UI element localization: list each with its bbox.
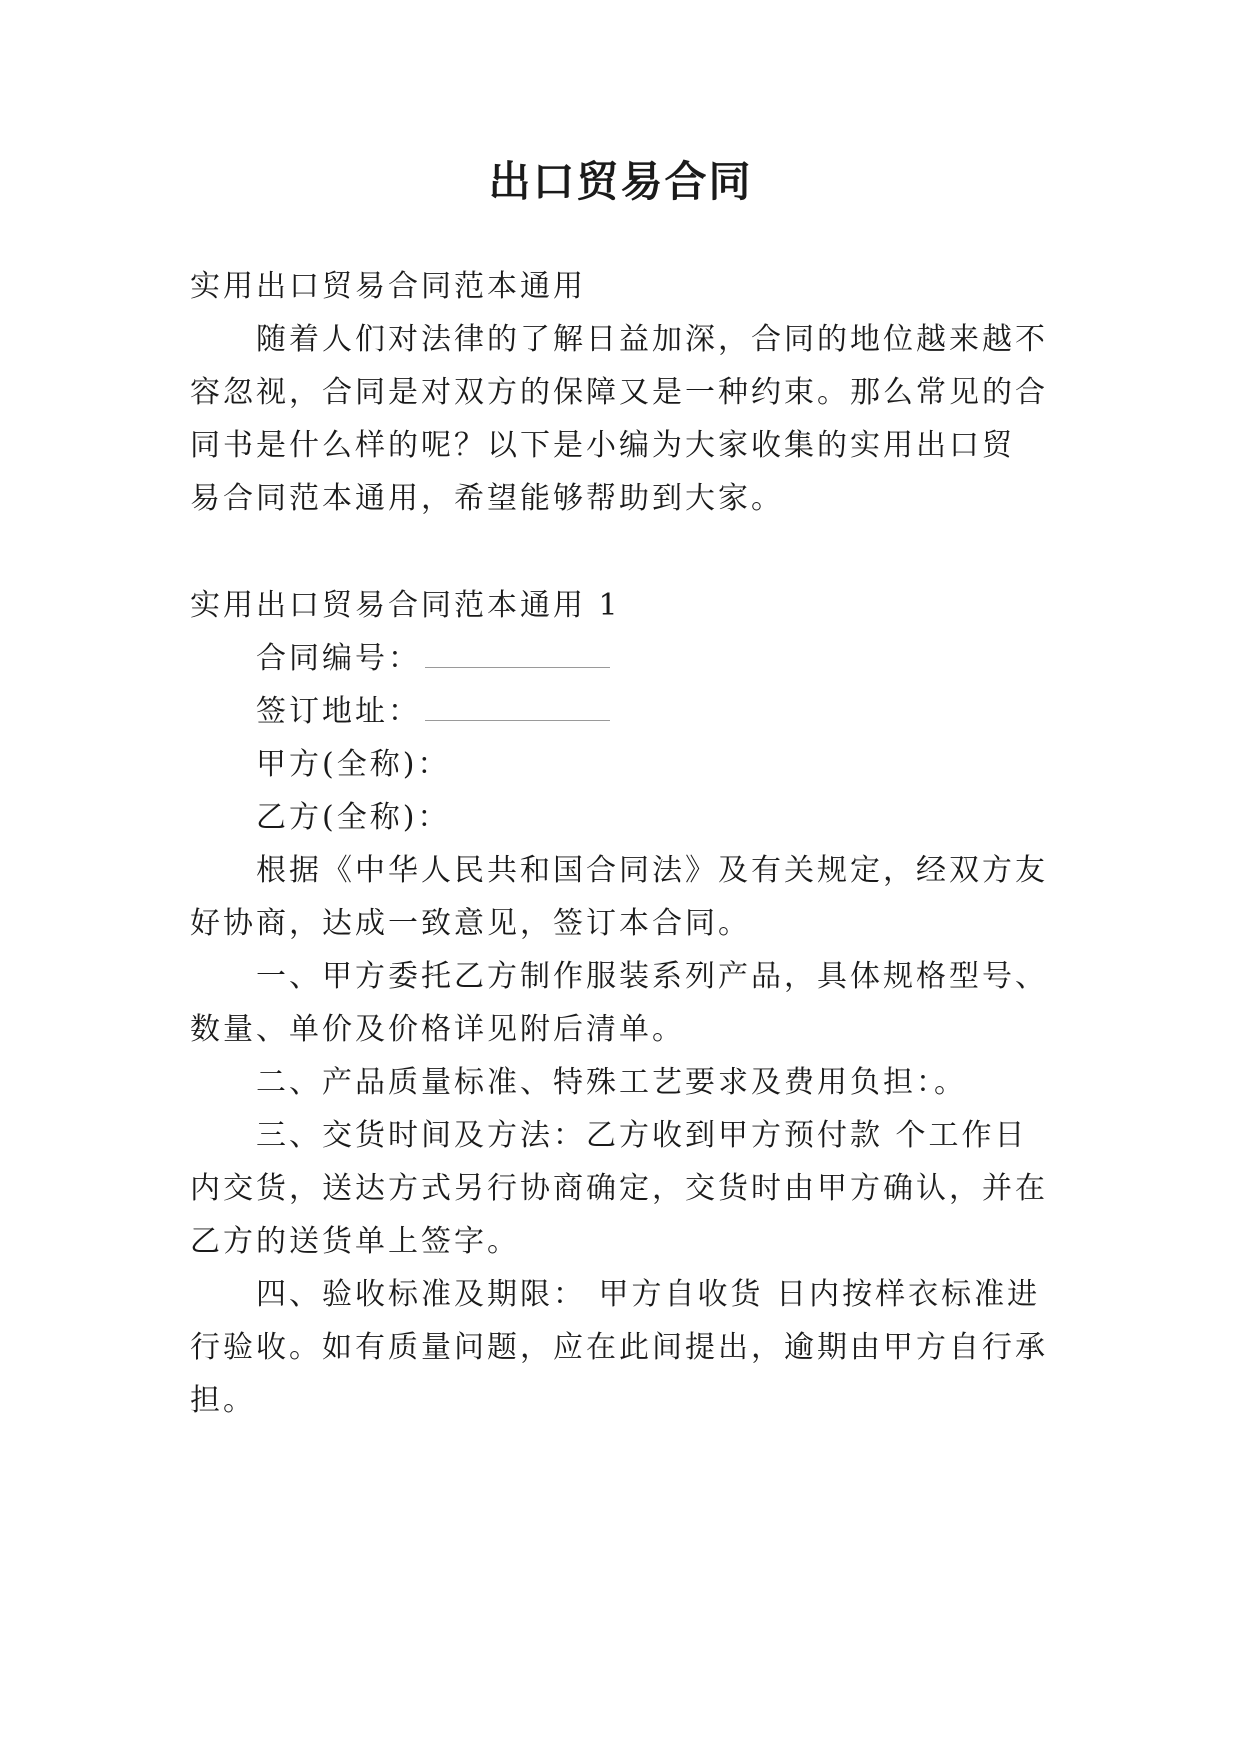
contract-no-row [256,637,610,681]
body-line-3: 一、甲方委托乙方制作服装系列产品，具体规格型号、 [256,959,1048,994]
body-line-6: 三、交货时间及方法：乙方收到甲方预付款 个工作日 [256,1118,1028,1153]
contract-no-blank [425,643,610,668]
intro-line-4: 易合同范本通用，希望能够帮助到大家。 [190,481,784,516]
body-line-9: 四、验收标准及期限： 甲方自收货 日内按样衣标准进 [256,1277,1041,1312]
contract-no-label: 合同编号： [256,641,421,676]
body-line-1: 根据《中华人民共和国合同法》及有关规定，经双方友 [256,853,1048,888]
body-line-8: 乙方的送货单上签字。 [190,1224,520,1259]
intro-heading: 实用出口贸易合同范本通用 [190,269,586,304]
intro-line-2: 容忽视，合同是对双方的保障又是一种约束。那么常见的合 [190,375,1048,410]
body-line-10: 行验收。如有质量问题，应在此间提出，逾期由甲方自行承 [190,1330,1048,1365]
intro-line-3: 同书是什么样的呢？以下是小编为大家收集的实用出口贸 [190,428,1015,463]
sign-place-blank [425,696,610,721]
body-line-5: 二、产品质量标准、特殊工艺要求及费用负担：。 [256,1065,967,1100]
body-line-7: 内交货，送达方式另行协商确定，交货时由甲方确认，并在 [190,1171,1048,1206]
section-heading: 实用出口贸易合同范本通用 1 [190,588,621,623]
body-line-2: 好协商，达成一致意见，签订本合同。 [190,906,751,941]
document-title: 出口贸易合同 [488,157,753,206]
body-line-11: 担。 [190,1383,256,1418]
body-line-4: 数量、单价及价格详见附后清单。 [190,1012,685,1047]
sign-place-row [256,690,610,734]
party-b-label: 乙方(全称)： [256,800,451,835]
intro-line-1: 随着人们对法律的了解日益加深，合同的地位越来越不 [256,322,1048,357]
sign-place-label: 签订地址： [256,694,421,729]
party-a-label: 甲方(全称)： [256,747,451,782]
